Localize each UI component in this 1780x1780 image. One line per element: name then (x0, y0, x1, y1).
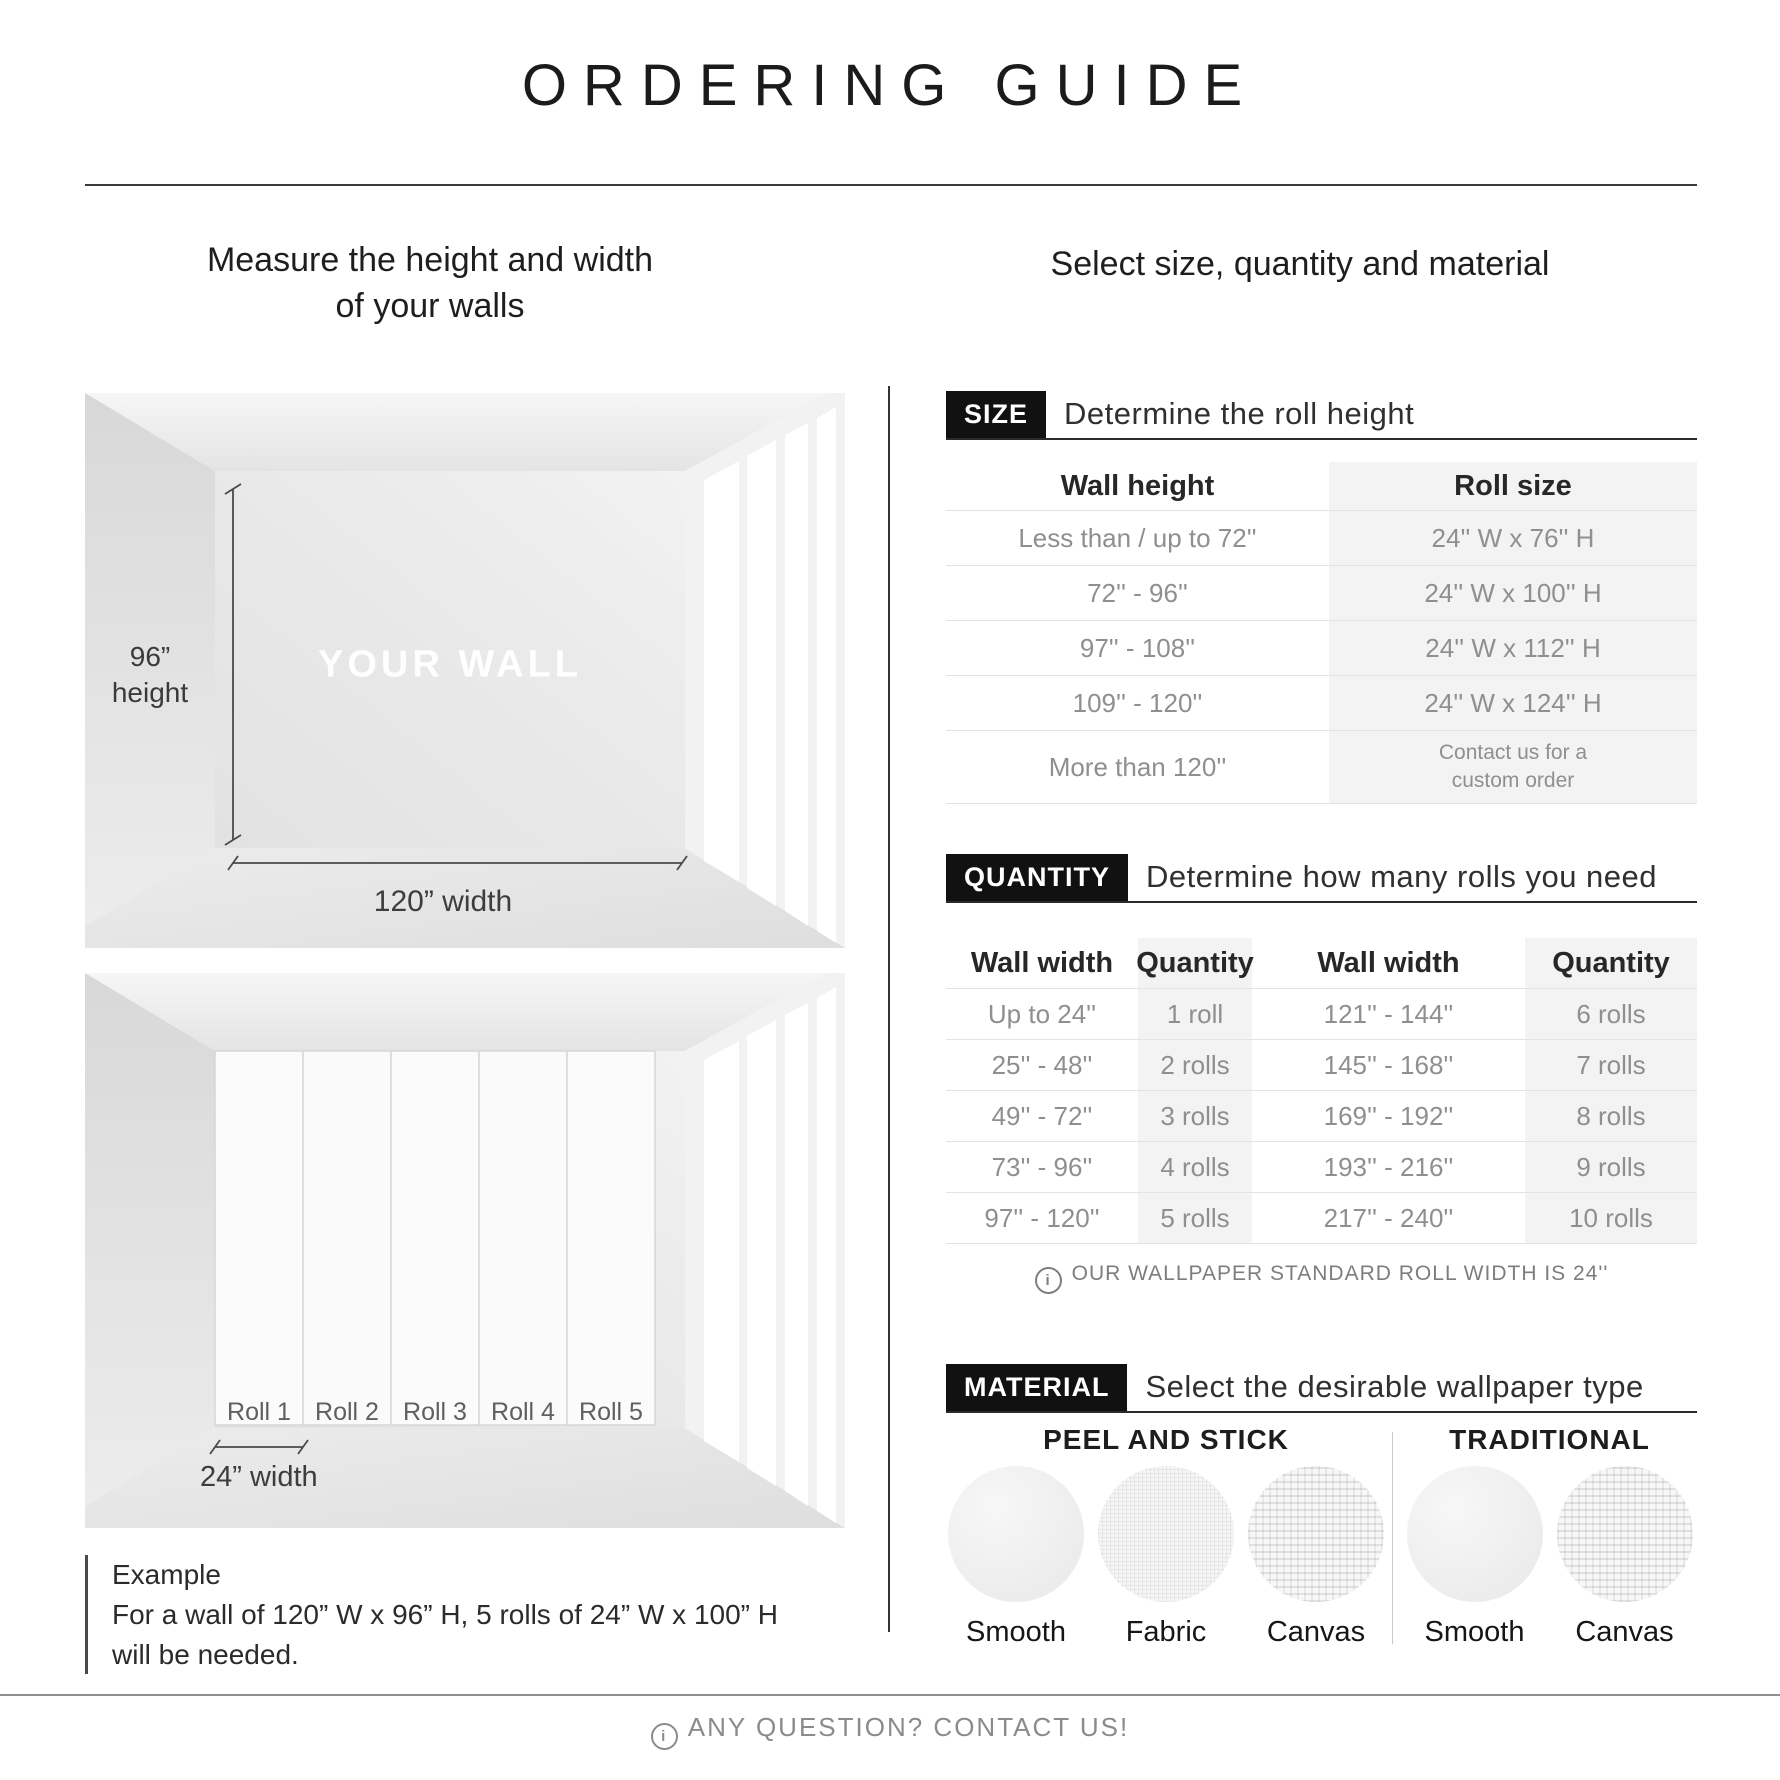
window-pane (785, 423, 808, 926)
quantity-cell: 2 rolls (1138, 1040, 1252, 1090)
wall-width-cell: 73'' - 96'' (991, 1151, 1093, 1182)
footer-divider (0, 1694, 1780, 1696)
traditional-heading: TRADITIONAL (1449, 1424, 1650, 1455)
material-group-peel-and-stick (946, 1424, 1386, 1649)
swatch-fabric (1096, 1466, 1236, 1649)
quantity-row (946, 1142, 1697, 1193)
material-group-traditional (1402, 1424, 1697, 1649)
measure-heading-line2: of your walls (335, 286, 525, 325)
size-table (946, 462, 1697, 804)
example-line1: For a wall of 120” W x 96” H, 5 rolls of 24” W x 100” H (112, 1598, 778, 1630)
material-group-divider (1392, 1432, 1393, 1644)
quantity-cell: 6 rolls (1525, 989, 1697, 1039)
measure-heading-line1: Measure the height and width (206, 241, 654, 279)
wall-height-label (95, 639, 205, 712)
wall-height-value: 96” (129, 641, 171, 672)
size-row (946, 731, 1697, 804)
quantity-row (946, 989, 1697, 1040)
canvas-texture-circle (1557, 1466, 1693, 1602)
wall-width-cell: Up to 24'' (987, 998, 1097, 1029)
footer-contact (0, 1712, 1780, 1750)
size-row (946, 511, 1697, 566)
room-scene (85, 973, 845, 1528)
swatch-smooth (1405, 1466, 1545, 1649)
swatch-smooth (946, 1466, 1086, 1649)
wall-width-cell: 97'' - 120'' (984, 1202, 1100, 1233)
room-illustration-rolls (85, 973, 845, 1528)
info-icon: i (651, 1723, 678, 1750)
quantity-cell: 5 rolls (1138, 1193, 1252, 1243)
swatch-row (1402, 1466, 1697, 1649)
wall-width-cell: 49'' - 72'' (991, 1100, 1093, 1131)
roll-4-label: Roll 4 (491, 1398, 555, 1426)
material-section-header (946, 1363, 1697, 1413)
swatch-label: Smooth (1424, 1616, 1525, 1648)
title-divider (85, 184, 1697, 186)
col-wall-width: Wall width (1317, 946, 1460, 979)
size-section-header (946, 390, 1697, 440)
size-row (946, 676, 1697, 731)
roll-panels (215, 1051, 655, 1425)
swatch-canvas (1246, 1466, 1386, 1649)
quantity-badge: QUANTITY (946, 854, 1128, 901)
roll-3-label: Roll 3 (403, 1398, 467, 1426)
window-pane (817, 407, 836, 943)
left-wall (85, 973, 215, 1506)
swatch-row (946, 1466, 1386, 1649)
roll-size-cell: 24'' W x 100'' H (1329, 566, 1697, 620)
quantity-cell: 4 rolls (1138, 1142, 1252, 1192)
select-heading: Select size, quantity and material (1050, 245, 1550, 283)
quantity-row (946, 1091, 1697, 1142)
roll-width-label: 24” width (200, 1461, 318, 1493)
window-pane (747, 1020, 776, 1486)
col-wall-width: Wall width (970, 946, 1114, 979)
roll-size-cell (1329, 731, 1697, 803)
wall-width-cell: 121'' - 144'' (1323, 998, 1454, 1029)
roll-width-note (946, 1262, 1697, 1294)
room-illustration-measure (85, 393, 845, 948)
quantity-section-header (946, 853, 1697, 903)
roll-size-cell: 24'' W x 76'' H (1329, 511, 1697, 565)
size-subtitle: Determine the roll height (1064, 396, 1415, 431)
size-badge: SIZE (946, 391, 1046, 438)
quantity-cell: 9 rolls (1525, 1142, 1697, 1192)
roll-2-label: Roll 2 (315, 1398, 379, 1426)
smooth-texture-circle (948, 1466, 1084, 1602)
wall-width-cell: 145'' - 168'' (1323, 1049, 1454, 1080)
wall-width-cell: 169'' - 192'' (1323, 1100, 1454, 1131)
footer-contact-text: ANY QUESTION? CONTACT US! (687, 1712, 1130, 1742)
quantity-table-header (946, 938, 1697, 989)
wall-height-cell: More than 120'' (1048, 751, 1227, 782)
custom-order-line1: Contact us for a (1438, 740, 1588, 764)
quantity-table (946, 938, 1697, 1244)
quantity-cell: 8 rolls (1525, 1091, 1697, 1141)
info-icon: i (1035, 1267, 1062, 1294)
window-pane (704, 1041, 739, 1462)
your-wall-label: YOUR WALL (318, 643, 582, 686)
window-pane (747, 440, 776, 906)
roll-1-label: Roll 1 (227, 1398, 291, 1426)
fabric-texture-circle (1098, 1466, 1234, 1602)
window-pane (704, 461, 739, 882)
size-row (946, 566, 1697, 621)
quantity-subtitle: Determine how many rolls you need (1146, 859, 1658, 894)
material-badge: MATERIAL (946, 1364, 1127, 1411)
swatch-label: Canvas (1575, 1616, 1674, 1648)
wall-height-cell: 109'' - 120'' (1072, 687, 1203, 718)
example-note (85, 1555, 792, 1674)
canvas-texture-circle (1248, 1466, 1384, 1602)
material-subtitle: Select the desirable wallpaper type (1145, 1369, 1644, 1404)
wall-width-label: 120” width (373, 885, 513, 918)
wall-height-cell: 72'' - 96'' (1087, 577, 1188, 608)
quantity-cell: 3 rolls (1138, 1091, 1252, 1141)
size-row (946, 621, 1697, 676)
peel-and-stick-heading: PEEL AND STICK (1043, 1424, 1289, 1455)
page-title: ORDERING GUIDE (521, 53, 1259, 118)
roll-5-label: Roll 5 (579, 1398, 643, 1426)
col-roll-size: Roll size (1329, 462, 1697, 510)
wall-width-cell: 193'' - 216'' (1323, 1151, 1454, 1182)
smooth-texture-circle (1407, 1466, 1543, 1602)
wall-height-cell: Less than / up to 72'' (1018, 522, 1257, 553)
quantity-cell: 1 roll (1138, 989, 1252, 1039)
wall-width-cell: 25'' - 48'' (991, 1049, 1093, 1080)
wall-height-word: height (111, 677, 189, 709)
quantity-cell: 10 rolls (1525, 1193, 1697, 1243)
swatch-canvas (1555, 1466, 1695, 1649)
quantity-row (946, 1040, 1697, 1091)
roll-size-cell: 24'' W x 112'' H (1329, 621, 1697, 675)
example-line2: will be needed. (112, 1638, 299, 1670)
quantity-cell: 7 rolls (1525, 1040, 1697, 1090)
wall-height-cell: 97'' - 108'' (1079, 632, 1196, 663)
custom-order-line2: custom order (1451, 769, 1575, 792)
roll-size-cell: 24'' W x 124'' H (1329, 676, 1697, 730)
col-wall-height: Wall height (1060, 469, 1215, 502)
measure-heading (65, 238, 795, 330)
col-quantity: Quantity (1525, 938, 1697, 988)
swatch-label: Smooth (966, 1616, 1066, 1648)
size-table-header (946, 462, 1697, 511)
col-quantity: Quantity (1138, 938, 1252, 988)
roll-width-note-text: OUR WALLPAPER STANDARD ROLL WIDTH IS 24'' (1071, 1262, 1609, 1285)
quantity-row (946, 1193, 1697, 1244)
window-pane (817, 987, 836, 1523)
window-pane (785, 1003, 808, 1506)
column-divider (888, 386, 890, 1632)
swatch-label: Canvas (1266, 1616, 1366, 1648)
example-title: Example (112, 1559, 221, 1590)
swatch-label: Fabric (1125, 1616, 1207, 1648)
wall-width-cell: 217'' - 240'' (1323, 1202, 1454, 1233)
